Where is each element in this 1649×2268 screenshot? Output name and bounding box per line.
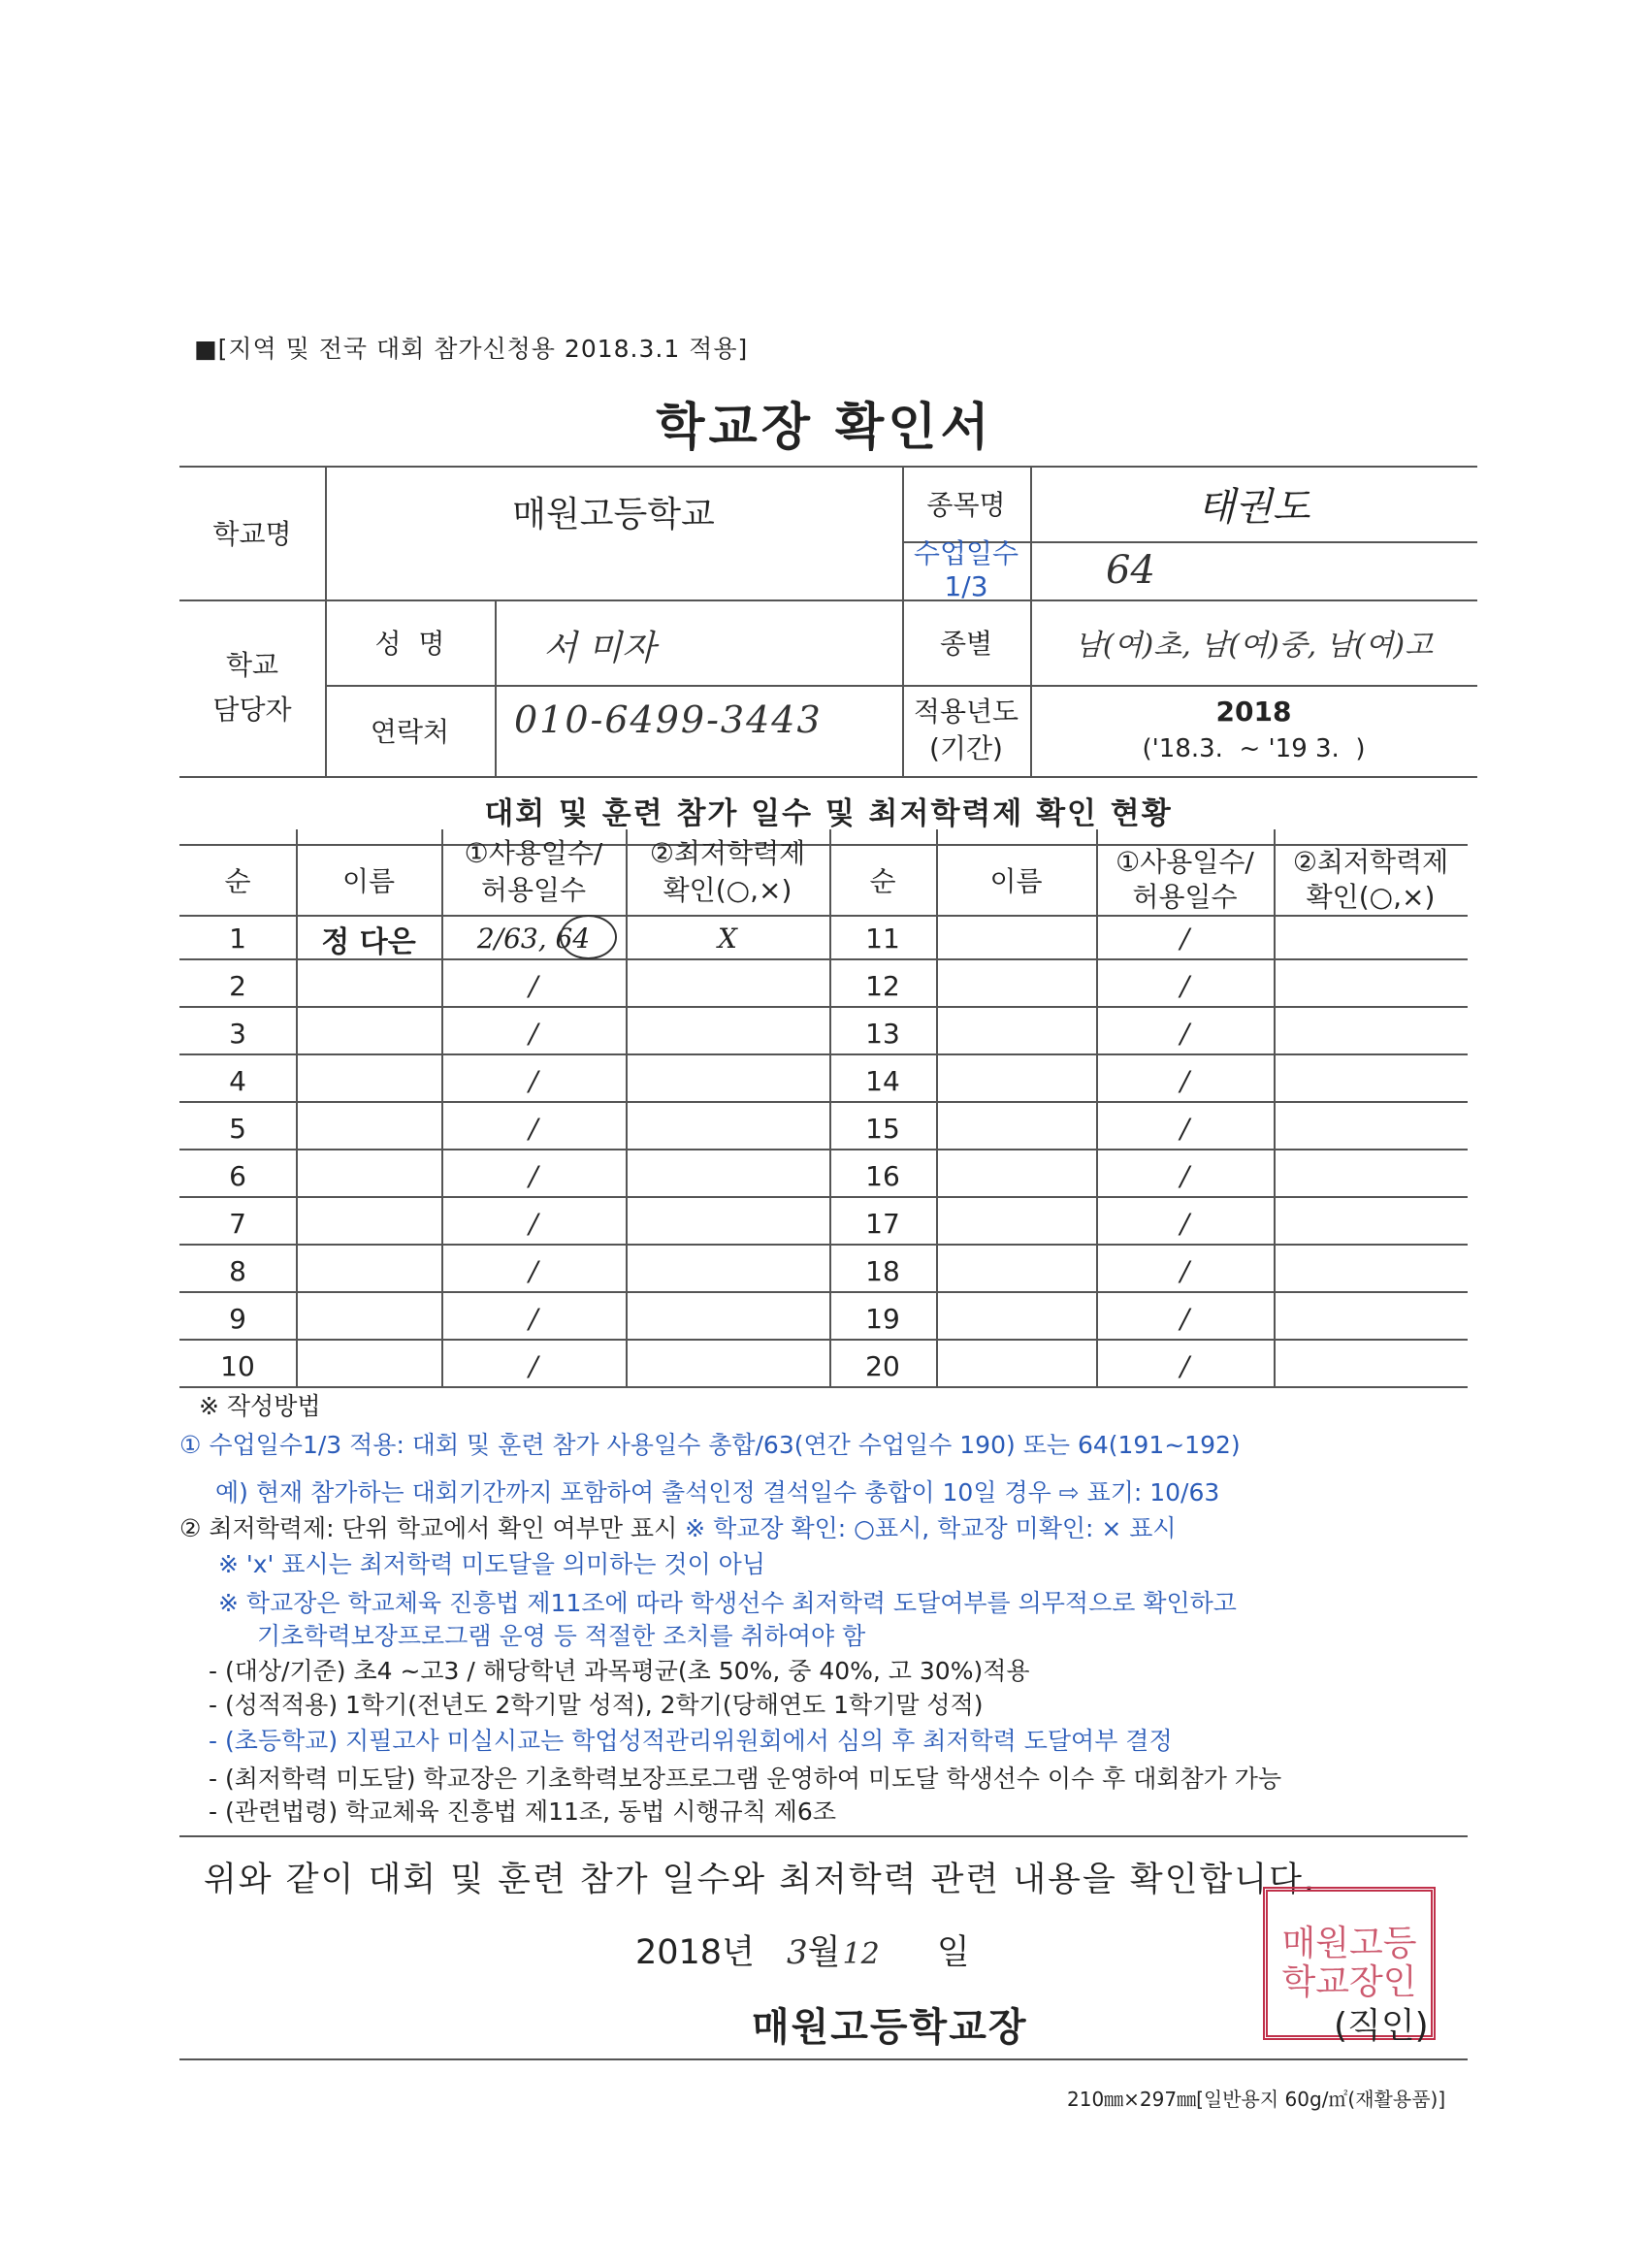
row-number: 9 <box>229 1303 246 1335</box>
row-min-academic-check <box>1274 1057 1468 1105</box>
row-used-days: / <box>1180 1303 1190 1335</box>
row-number: 4 <box>229 1065 246 1097</box>
category-value: 남(여)초, 남(여)중, 남(여)고 <box>1074 629 1434 663</box>
category-label: 종별 <box>939 628 993 660</box>
header-used-line1: ①사용일수/ <box>464 837 603 869</box>
date-month-label: 월 <box>807 1933 841 1972</box>
row-used-days: / <box>529 970 538 1002</box>
row-min-academic-check <box>1274 962 1468 1010</box>
row-number: 3 <box>229 1018 246 1050</box>
header-no-right: 순 <box>869 864 896 897</box>
row-min-academic-check <box>626 1152 829 1200</box>
row-name <box>936 962 1096 1010</box>
note-1b: 예) 현재 참가하는 대회기간까지 포함하여 출석인정 결석일수 총합이 10일 경우 ⇨ 표기: 10/63 <box>215 1478 1220 1507</box>
row-used-days: / <box>1180 1065 1190 1097</box>
date-month: 3 <box>787 1933 808 1972</box>
header-min-line1: ②최저학력제 <box>649 837 806 869</box>
row-used-days: / <box>1180 1350 1190 1382</box>
class-days-value: 64 <box>1106 548 1155 593</box>
row-min-academic-check <box>1274 1295 1468 1343</box>
year-label-line2: (기간) <box>929 732 1003 764</box>
circle-mark <box>560 915 617 959</box>
row-min-academic-check <box>1274 1010 1468 1057</box>
row-used-days: / <box>1180 923 1190 955</box>
row-number: 12 <box>865 970 900 1002</box>
header-name-right: 이름 <box>989 864 1043 897</box>
detail-4: - (최저학력 미도달) 학교장은 기초학력보장프로그램 운영하여 미도달 학생선수 이수 후 대회참가 가능 <box>209 1765 1282 1793</box>
year-label <box>902 685 1030 776</box>
row-used-days: / <box>529 1350 538 1382</box>
paper-spec-footer: 210㎜×297㎜[일반용지 60g/㎡(재활용품)] <box>1067 2088 1446 2111</box>
contact-value: 010-6499-3443 <box>514 698 823 741</box>
year-label-line1: 적용년도 <box>913 696 1019 728</box>
row-name <box>936 1295 1096 1343</box>
row-name <box>296 1105 441 1152</box>
row-number: 6 <box>229 1160 246 1192</box>
row-name <box>936 1010 1096 1057</box>
seal-text: 매원고등학교장인 <box>1281 1924 1417 2002</box>
note-2a-text: ② 최저학력제: 단위 학교에서 확인 여부만 표시 <box>179 1514 686 1542</box>
row-min-academic-check <box>626 1295 829 1343</box>
header-min-line2: 확인(○,×) <box>663 874 792 906</box>
row-name <box>296 1057 441 1105</box>
row-number: 7 <box>229 1208 246 1240</box>
row-used-days: / <box>529 1160 538 1192</box>
row-min-academic-check <box>1274 1105 1468 1152</box>
header-min-academic-left <box>626 829 829 915</box>
row-used-days: / <box>1180 1018 1190 1050</box>
header-min-line2: 확인(○,×) <box>1306 880 1436 913</box>
note-2a-highlight: ※ 학교장 확인: ○표시, 학교장 미확인: × 표시 <box>685 1514 1177 1542</box>
date-day-label: 일 <box>936 1933 970 1972</box>
header-no-left: 순 <box>224 864 251 897</box>
row-used-days: / <box>1180 970 1190 1002</box>
row-name <box>296 1343 441 1390</box>
detail-3: - (초등학교) 지필고사 미실시교는 학업성적관리위원회에서 심의 후 최저학력 도달여부 결정 <box>209 1727 1173 1755</box>
row-number: 15 <box>865 1113 900 1145</box>
row-name <box>296 1247 441 1295</box>
row-used-days: / <box>529 1065 538 1097</box>
confirmation-text: 위와 같이 대회 및 훈련 참가 일수와 최저학력 관련 내용을 확인합니다. <box>204 1861 1317 1899</box>
date-day: 12 <box>842 1937 880 1971</box>
principal-name: 매원고등학교장 <box>752 2005 1028 2050</box>
row-used-days: / <box>529 1255 538 1287</box>
header-used-line2: 허용일수 <box>480 874 587 906</box>
detail-5: - (관련법령) 학교체육 진흥법 제11조, 동법 시행규칙 제6조 <box>209 1798 836 1826</box>
row-used-days: / <box>1180 1255 1190 1287</box>
row-used-days: 2/63, 64 <box>476 923 591 955</box>
manager-name-label: 성 명 <box>374 628 445 660</box>
row-used-days: / <box>1180 1160 1190 1192</box>
notes-heading: ※ 작성방법 <box>199 1392 321 1420</box>
header-min-line1: ②최저학력제 <box>1292 845 1449 878</box>
row-min-academic-check <box>1274 1152 1468 1200</box>
row-name <box>936 1200 1096 1247</box>
row-used-days: / <box>1180 1208 1190 1240</box>
row-min-academic-check <box>626 1057 829 1105</box>
row-name <box>296 1200 441 1247</box>
row-name <box>936 915 1096 962</box>
header-used-line1: ①사용일수/ <box>1116 845 1254 878</box>
row-name <box>296 1295 441 1343</box>
date-year: 2018년 <box>635 1933 755 1972</box>
header-name-left: 이름 <box>341 864 396 897</box>
row-min-academic-check: X <box>718 923 737 955</box>
row-name <box>296 962 441 1010</box>
header-used-line2: 허용일수 <box>1132 880 1238 913</box>
row-name <box>936 1343 1096 1390</box>
row-number: 8 <box>229 1255 246 1287</box>
school-name-value: 매원고등학교 <box>512 495 715 535</box>
class-days-label-line1: 수업일수 <box>913 537 1019 569</box>
note-2d: 기초학력보장프로그램 운영 등 적절한 조치를 취하여야 함 <box>257 1622 866 1650</box>
row-number: 18 <box>865 1255 900 1287</box>
row-number: 2 <box>229 970 246 1002</box>
row-number: 13 <box>865 1018 900 1050</box>
divider <box>179 1835 1468 1837</box>
row-min-academic-check <box>1274 1247 1468 1295</box>
year-value <box>1030 685 1477 776</box>
row-min-academic-check <box>626 1010 829 1057</box>
manager-label <box>179 599 325 776</box>
section-title: 대회 및 훈련 참가 일수 및 최저학력제 확인 현황 <box>484 795 1173 831</box>
row-used-days: / <box>529 1208 538 1240</box>
header-min-academic-right <box>1274 844 1468 915</box>
row-used-days: / <box>529 1018 538 1050</box>
row-min-academic-check <box>626 962 829 1010</box>
row-name: 정 다은 <box>321 924 416 959</box>
sport-value: 태권도 <box>1197 484 1310 530</box>
row-min-academic-check <box>626 1343 829 1390</box>
note-2c: ※ 학교장은 학교체육 진흥법 제11조에 따라 학생선수 최저학력 도달여부를 의무적으로 확인하고 <box>218 1589 1237 1617</box>
row-number: 5 <box>229 1113 246 1145</box>
manager-label-line2: 담당자 <box>212 694 292 726</box>
manager-label-line1: 학교 <box>225 649 279 681</box>
row-number: 19 <box>865 1303 900 1335</box>
school-name-label: 학교명 <box>212 518 292 550</box>
row-min-academic-check <box>626 1105 829 1152</box>
row-name <box>936 1247 1096 1295</box>
contact-label: 연락처 <box>370 716 450 748</box>
row-number: 17 <box>865 1208 900 1240</box>
class-days-label-line2: 1/3 <box>944 570 988 602</box>
row-number: 16 <box>865 1160 900 1192</box>
row-used-days: / <box>1180 1113 1190 1145</box>
row-number: 11 <box>865 923 900 955</box>
row-number: 1 <box>229 923 246 955</box>
row-name <box>296 1152 441 1200</box>
row-min-academic-check <box>1274 1343 1468 1390</box>
note-2a <box>179 1511 1177 1546</box>
divider <box>179 2058 1468 2060</box>
note-1a: ① 수업일수1/3 적용: 대회 및 훈련 참가 사용일수 총합/63(연간 수업일수 190) 또는 64(191~192) <box>179 1431 1241 1459</box>
row-name <box>936 1105 1096 1152</box>
detail-1: - (대상/기준) 초4 ~고3 / 해당학년 과목평균(초 50%, 중 40%, 고 30%)적용 <box>209 1657 1030 1685</box>
year-period: ('18.3. ~ '19 3. ) <box>1142 734 1366 763</box>
row-min-academic-check <box>626 1247 829 1295</box>
seal-label: (직인) <box>1334 2006 1429 2046</box>
header-used-days-left <box>441 829 626 915</box>
manager-name-value: 서 미자 <box>543 629 656 668</box>
page-title: 학교장 확인서 <box>656 398 993 457</box>
year-number: 2018 <box>1215 696 1292 728</box>
row-number: 14 <box>865 1065 900 1097</box>
note-2b: ※ 'x' 표시는 최저학력 미도달을 의미하는 것이 아님 <box>218 1550 765 1578</box>
row-min-academic-check <box>1274 915 1468 962</box>
row-used-days: / <box>529 1113 538 1145</box>
detail-2: - (성적적용) 1학기(전년도 2학기말 성적), 2학기(당해연도 1학기말 성적) <box>209 1691 984 1719</box>
row-name <box>936 1057 1096 1105</box>
row-used-days: / <box>529 1303 538 1335</box>
form-header-label: ■[지역 및 전국 대회 참가신청용 2018.3.1 적용] <box>194 335 749 363</box>
row-name <box>936 1152 1096 1200</box>
row-number: 10 <box>220 1350 255 1382</box>
row-min-academic-check <box>1274 1200 1468 1247</box>
row-number: 20 <box>865 1350 900 1382</box>
row-name <box>296 1010 441 1057</box>
date-line <box>635 1926 970 1974</box>
header-used-days-right <box>1096 844 1274 915</box>
row-min-academic-check <box>626 1200 829 1247</box>
sport-label: 종목명 <box>926 489 1006 521</box>
class-days-label <box>902 537 1030 602</box>
